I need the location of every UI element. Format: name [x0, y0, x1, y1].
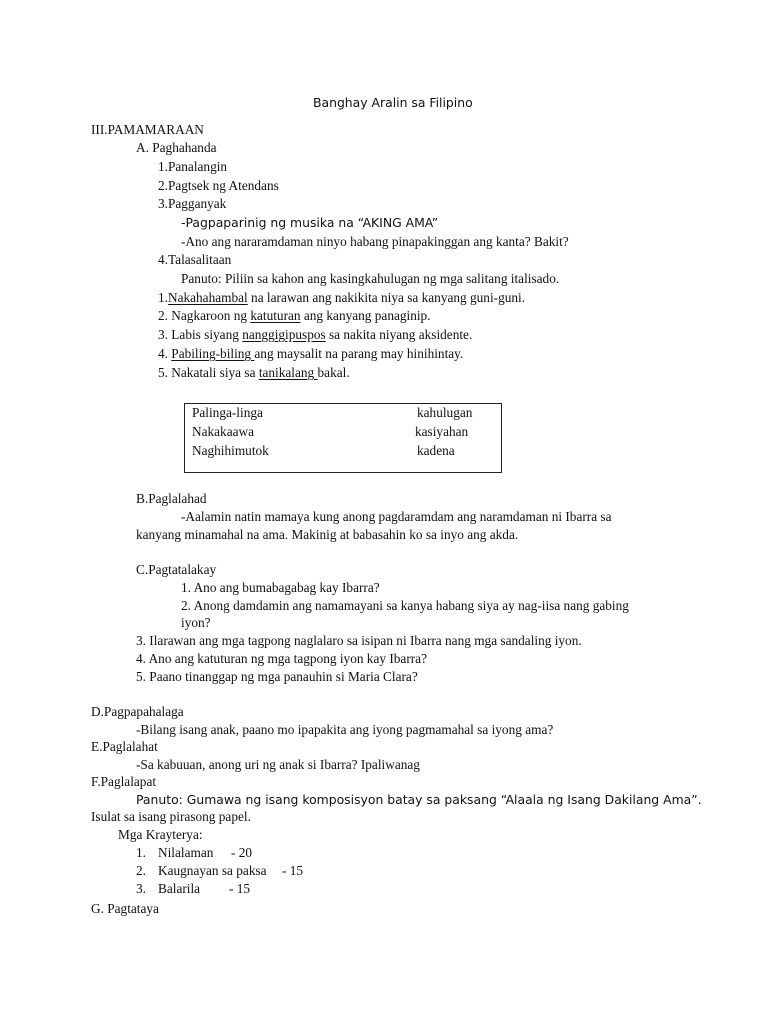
vocab-word: tanikalang [258, 365, 318, 380]
vocab-suffix: ang maysalit na parang may hinihintay. [254, 346, 464, 361]
vocab-suffix: bakal. [317, 365, 350, 380]
criteria-label: Balarila [158, 881, 201, 896]
question-3: 3. Ilarawan ang mga tagpong naglalaro sa isipan ni Ibarra nang mga sandaling iyon. [136, 633, 582, 648]
criteria-number: 1. [136, 845, 146, 860]
page-title: Banghay Aralin sa Filipino [313, 95, 473, 110]
criteria-label: Kaugnayan sa paksa [158, 863, 267, 878]
pagganyak-line-2: -Ano ang nararamdaman ninyo habang pinapakinggan ang kanta? Bakit? [181, 234, 569, 249]
pagganyak-line-1: -Pagpaparinig ng musika na “AKING AMA” [181, 215, 439, 230]
pagpapahalaga-line: -Bilang isang anak, paano mo ipapakita ang iyong pagmamahal sa iyong ama? [136, 722, 554, 737]
talasalitaan-panuto: Panuto: Piliin sa kahon ang kasingkahulugan ng mga salitang italisado. [181, 271, 560, 286]
criteria-score: - 20 [231, 845, 253, 860]
criteria-number: 3. [136, 881, 146, 896]
box-word-left: Naghihimutok [192, 443, 269, 458]
pagtataya-heading: G. Pagtataya [91, 901, 159, 916]
pagpapahalaga-heading: D.Pagpapahalaga [91, 704, 184, 719]
vocab-prefix: 4. [158, 346, 172, 361]
question-5: 5. Paano tinanggap ng mga panauhin si Maria Clara? [136, 669, 418, 684]
item-atendans: 2.Pagtsek ng Atendans [158, 178, 279, 193]
paglalapat-panuto: Panuto: Gumawa ng isang komposisyon batay sa paksang “Alaala ng Isang Dakilang Ama”. [136, 792, 702, 807]
item-panalangin: 1.Panalangin [158, 159, 228, 174]
vocab-word: Nakahahambal [167, 290, 248, 305]
vocab-prefix: 1. [158, 290, 168, 305]
box-word-right: kahulugan [417, 405, 473, 420]
paglalahad-heading: B.Paglalahad [136, 491, 207, 506]
vocab-word: nanggigipuspos [242, 327, 326, 342]
criteria-score: - 15 [282, 863, 304, 878]
item-pagganyak: 3.Pagganyak [158, 196, 227, 211]
criteria-label: Nilalaman [158, 845, 214, 860]
question-1: 1. Ano ang bumabagabag kay Ibarra? [181, 580, 380, 595]
paglalahad-line-2: kanyang minamahal na ama. Makinig at babasahin ko sa inyo ang akda. [136, 527, 519, 542]
item-talasalitaan: 4.Talasalitaan [158, 252, 232, 267]
question-2-cont: iyon? [181, 615, 211, 630]
vocab-suffix: sa nakita niyang aksidente. [325, 327, 473, 342]
question-4: 4. Ano ang katuturan ng mga tagpong iyon kay Ibarra? [136, 651, 427, 666]
vocab-word: katuturan [250, 308, 301, 323]
paglalahat-line: -Sa kabuuan, anong uri ng anak si Ibarra? Ipaliwanag [136, 757, 420, 772]
vocab-prefix: 2. Nagkaroon ng [158, 308, 251, 323]
vocab-item [158, 307, 431, 324]
vocab-item [158, 289, 525, 306]
criteria-score: - 15 [229, 881, 251, 896]
vocabulary-box [184, 403, 502, 473]
box-word-right: kadena [417, 443, 455, 458]
question-2: 2. Anong damdamin ang namamayani sa kanya habang siya ay nag-iisa nang gabing [181, 598, 629, 613]
vocab-suffix: ang kanyang panaginip. [300, 308, 431, 323]
paglalahat-heading: E.Paglalahat [91, 739, 158, 754]
section-heading: III.PAMAMARAAN [91, 122, 204, 137]
vocab-item [158, 345, 463, 362]
box-word-left: Nakakaawa [192, 424, 255, 439]
paghahanda-heading: A. Paghahanda [136, 140, 217, 155]
vocab-prefix: 5. Nakatali siya sa [158, 365, 259, 380]
pagtatalakay-heading: C.Pagtatalakay [136, 562, 217, 577]
vocab-prefix: 3. Labis siyang [158, 327, 243, 342]
krayterya-heading: Mga Krayterya: [118, 827, 203, 842]
box-word-left: Palinga-linga [192, 405, 263, 420]
criteria-number: 2. [136, 863, 146, 878]
box-word-right: kasiyahan [415, 424, 469, 439]
paglalapat-heading: F.Paglalapat [91, 774, 157, 789]
paglalapat-line-2: Isulat sa isang pirasong papel. [91, 809, 251, 824]
vocab-item [158, 364, 350, 381]
vocab-item [158, 326, 472, 343]
paglalahad-line-1: -Aalamin natin mamaya kung anong pagdaramdam ang naramdaman ni Ibarra sa [181, 509, 612, 524]
vocab-word: Pabiling-biling [171, 346, 255, 361]
vocab-suffix: na larawan ang nakikita niya sa kanyang guni-guni. [247, 290, 526, 305]
